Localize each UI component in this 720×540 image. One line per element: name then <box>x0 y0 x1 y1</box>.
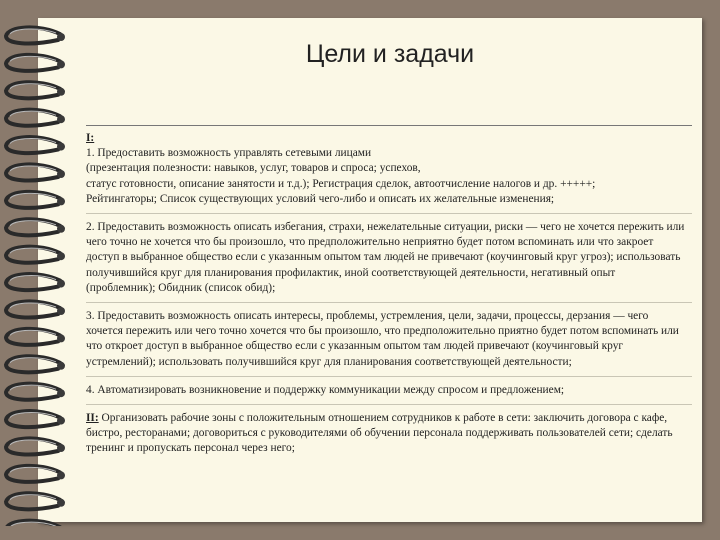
main-content <box>86 131 686 463</box>
section-1-label: I: <box>86 132 95 144</box>
spiral-ring <box>6 411 65 427</box>
spiral-ring <box>6 384 65 400</box>
page-title: Цели и задачи <box>305 40 475 68</box>
section-1-item-4: 4. Автоматизировать возникновение и поддержку коммуникации между спросом и предложением; <box>86 383 565 396</box>
spiral-ring <box>6 247 65 263</box>
paragraph-divider <box>86 213 692 214</box>
spiral-ring <box>6 438 65 454</box>
section-2-text: Организовать рабочие зоны с положительным отношением сотрудников к работе в сети: заключить договора с кафе, бистро, ресторанами; договориться с руководителями об обучении персонала поддерживать пользователей сети; сделать тренинг и пропускать персонал через него; <box>86 412 673 455</box>
spiral-ring <box>6 82 65 98</box>
spiral-ring <box>6 192 65 208</box>
spiral-ring <box>6 164 65 180</box>
spiral-ring <box>6 27 65 43</box>
section-2-label: II: <box>86 412 99 425</box>
item-1-line: (презентация полезности: навыков, услуг, товаров и спроса; успехов, <box>86 162 421 175</box>
spiral-ring <box>6 329 65 345</box>
section-1-item-1 <box>86 131 686 207</box>
item-1-line: статус готовности, описание занятости и т.д.); Регистрация сделок, автоотчисление налогов и др. +++++; <box>86 177 596 190</box>
paragraph-divider <box>86 404 692 405</box>
spiral-ring <box>6 55 65 71</box>
title-divider <box>86 125 692 126</box>
spiral-ring <box>6 274 65 290</box>
paragraph-divider <box>86 302 692 303</box>
section-1-item-3: 3. Предоставить возможность описать интересы, проблемы, устремления, цели, задачи, процессы, дерзания — чего хочется пережить или чего точно хочется что бы произошло, что предположительно приятно будет потом вспоминать или что откроет доступ в выбранное общество если с указанным опытом там людей привечают (коучинговый круг устремлений); использовать получившийся круг для планирования соответствующей деятельности; <box>86 310 679 368</box>
spiral-ring <box>6 219 65 235</box>
spiral-ring <box>6 466 65 482</box>
spiral-ring <box>6 521 65 526</box>
spiral-ring <box>6 110 65 126</box>
section-1-item-2: 2. Предоставить возможность описать избегания, страхи, нежелательные ситуации, риски — чего не хочется пережить или чего точно не хочется что бы произошло, что предположительно неприятно будет потом вспоминать или что закроет доступ в выбранное общество если с указанным опытом там людей не привечают (коучинговый круг угроз); использовать получившийся круг для планирования профилактик, иной соответствующей деятельности, негативный опыт (проблемник); Обидник (список обид); <box>86 221 685 294</box>
spiral-ring <box>6 356 65 372</box>
item-1-line: Рейтингаторы; Список существующих условий чего-либо и описать их желательные изменения; <box>86 192 555 205</box>
paragraph-divider <box>86 376 692 377</box>
section-2 <box>86 411 686 457</box>
spiral-ring <box>6 137 65 153</box>
spiral-binding-icon <box>0 16 72 526</box>
item-1-line: 1. Предоставить возможность управлять сетевыми лицами <box>86 147 372 160</box>
spiral-ring <box>6 493 65 509</box>
spiral-ring <box>6 301 65 317</box>
